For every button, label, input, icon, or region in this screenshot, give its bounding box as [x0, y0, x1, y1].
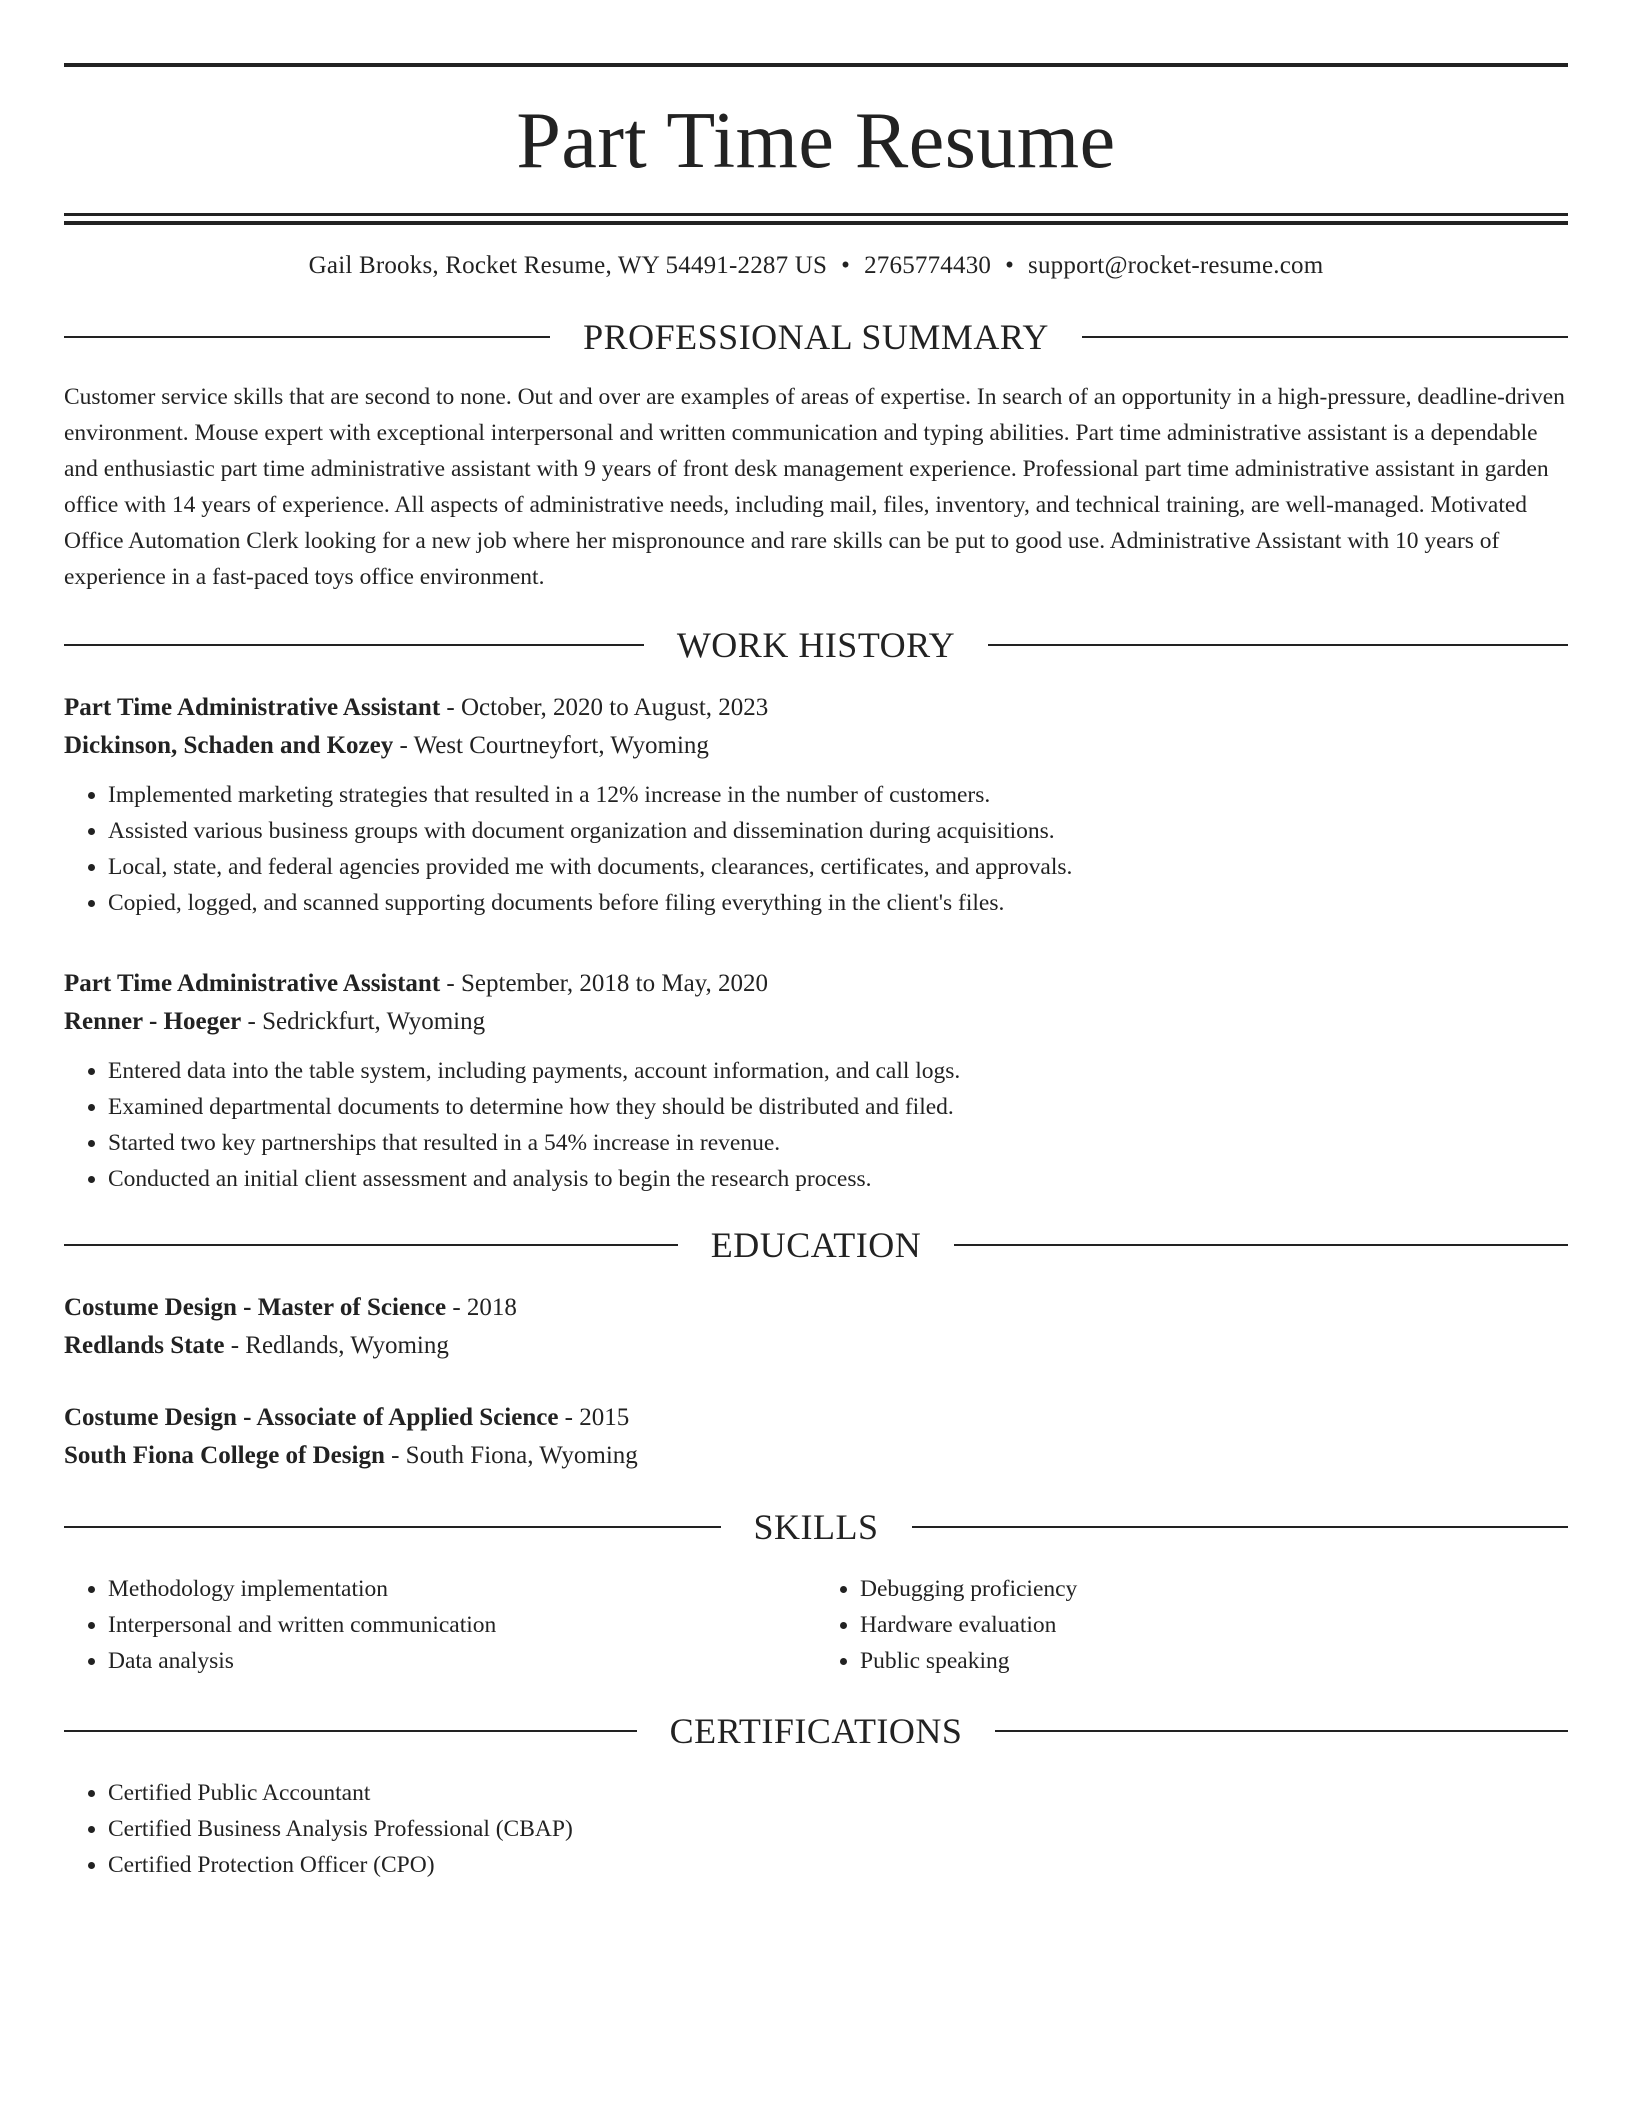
job-dates: - September, 2018 to May, 2020	[440, 970, 769, 997]
skills-list	[64, 1571, 1568, 1679]
contact-separator: •	[1005, 252, 1015, 279]
skill-item: • Interpersonal and written communication	[108, 1607, 816, 1643]
job-company-row	[64, 727, 1568, 765]
education-school: Redlands State	[64, 1332, 225, 1359]
certification-item: • Certified Protection Officer (CPO)	[108, 1847, 1568, 1883]
education-location: - Redlands, Wyoming	[224, 1332, 449, 1359]
skills-column-right	[816, 1571, 1568, 1679]
education-degree: Costume Design - Associate of Applied Science	[64, 1404, 559, 1431]
education-location: - South Fiona, Wyoming	[384, 1442, 638, 1469]
job-title: Part Time Administrative Assistant	[64, 970, 441, 997]
education-year: - 2015	[558, 1404, 630, 1431]
section-rule-left	[64, 644, 644, 646]
job-bullet: • Entered data into the table system, including payments, account information, and call logs.	[108, 1053, 1568, 1089]
job-bullets	[64, 777, 1568, 921]
skills-heading: SKILLS	[753, 1507, 879, 1547]
certification-item: • Certified Public Accountant	[108, 1775, 1568, 1811]
job-bullet: • Assisted various business groups with document organization and dissemination during acquisitions.	[108, 813, 1568, 849]
education-heading: EDUCATION	[710, 1225, 922, 1265]
section-rule-right	[912, 1526, 1569, 1528]
certifications-list	[64, 1775, 1568, 1883]
job-entry	[64, 965, 1568, 1197]
skill-item: • Data analysis	[108, 1643, 816, 1679]
job-title: Part Time Administrative Assistant	[64, 694, 441, 721]
section-rule-right	[995, 1730, 1568, 1732]
summary-heading: PROFESSIONAL SUMMARY	[583, 317, 1049, 357]
top-rule	[64, 63, 1568, 67]
job-title-row	[64, 965, 1568, 1003]
job-entry	[64, 689, 1568, 921]
certification-item: • Certified Business Analysis Professional (CBAP)	[108, 1811, 1568, 1847]
job-company: Dickinson, Schaden and Kozey	[64, 732, 394, 759]
job-bullet: • Started two key partnerships that resulted in a 54% increase in revenue.	[108, 1125, 1568, 1161]
section-rule-left	[64, 1526, 721, 1528]
education-entry	[64, 1289, 1568, 1365]
contact-phone: 2765774430	[864, 252, 992, 279]
education-school-row	[64, 1437, 1568, 1475]
section-rule-right	[954, 1244, 1568, 1246]
skill-item: • Debugging proficiency	[860, 1571, 1568, 1607]
contact-address: Gail Brooks, Rocket Resume, WY 54491-2287 US	[308, 252, 828, 279]
job-bullets	[64, 1053, 1568, 1197]
work-heading: WORK HISTORY	[676, 625, 956, 665]
certifications-heading: CERTIFICATIONS	[669, 1711, 963, 1751]
job-title-row	[64, 689, 1568, 727]
job-bullet: • Local, state, and federal agencies provided me with documents, clearances, certificates, and approvals.	[108, 849, 1568, 885]
education-entry	[64, 1399, 1568, 1475]
job-company: Renner - Hoeger	[64, 1008, 242, 1035]
education-section-header	[64, 1227, 1568, 1263]
contact-line	[64, 251, 1568, 281]
job-company-row	[64, 1003, 1568, 1041]
education-degree-row	[64, 1399, 1568, 1437]
section-rule-right	[988, 644, 1568, 646]
skill-item: • Methodology implementation	[108, 1571, 816, 1607]
work-section-header	[64, 627, 1568, 663]
skill-item: • Public speaking	[860, 1643, 1568, 1679]
resume-title: Part Time Resume	[516, 97, 1116, 185]
summary-section-header	[64, 319, 1568, 355]
education-degree: Costume Design - Master of Science	[64, 1294, 447, 1321]
skill-item: • Hardware evaluation	[860, 1607, 1568, 1643]
section-rule-left	[64, 1244, 678, 1246]
job-bullet: • Implemented marketing strategies that resulted in a 12% increase in the number of customers.	[108, 777, 1568, 813]
education-school: South Fiona College of Design	[64, 1442, 385, 1469]
education-year: - 2018	[446, 1294, 517, 1321]
job-location: - West Courtneyfort, Wyoming	[393, 732, 709, 759]
job-dates: - October, 2020 to August, 2023	[440, 694, 769, 721]
contact-email: support@rocket-resume.com	[1028, 252, 1324, 279]
job-bullet: • Conducted an initial client assessment and analysis to begin the research process.	[108, 1161, 1568, 1197]
certifications-section-header	[64, 1713, 1568, 1749]
job-location: - Sedrickfurt, Wyoming	[241, 1008, 486, 1035]
skills-column-left	[64, 1571, 816, 1679]
skills-section-header	[64, 1509, 1568, 1545]
education-school-row	[64, 1327, 1568, 1365]
title-double-rule	[64, 213, 1568, 225]
education-degree-row	[64, 1289, 1568, 1327]
section-rule-right	[1082, 336, 1568, 338]
contact-separator: •	[841, 252, 851, 279]
certifications-items	[64, 1775, 1568, 1883]
summary-text: Customer service skills that are second to none. Out and over are examples of areas of expertise. In search of an opportunity in a high-pressure, deadline-driven environment. Mouse expert with exceptional interpersonal and written communication and typing abilities. Part time administrative assistant is a dependable and enthusiastic part time administrative assistant with 9 years of front desk management experience. Professional part time administrative assistant in garden office with 14 years of experience. All aspects of administrative needs, including mail, files, inventory, and technical training, are well-managed. Motivated Office Automation Clerk looking for a new job where her mispronounce and rare skills can be put to good use. Administrative Assistant with 10 years of experience in a fast-paced toys office environment.	[64, 384, 1565, 590]
job-bullet: • Examined departmental documents to determine how they should be distributed and filed.	[108, 1089, 1568, 1125]
job-bullet: • Copied, logged, and scanned supporting documents before filing everything in the client's files.	[108, 885, 1568, 921]
section-rule-left	[64, 1730, 637, 1732]
section-rule-left	[64, 336, 550, 338]
